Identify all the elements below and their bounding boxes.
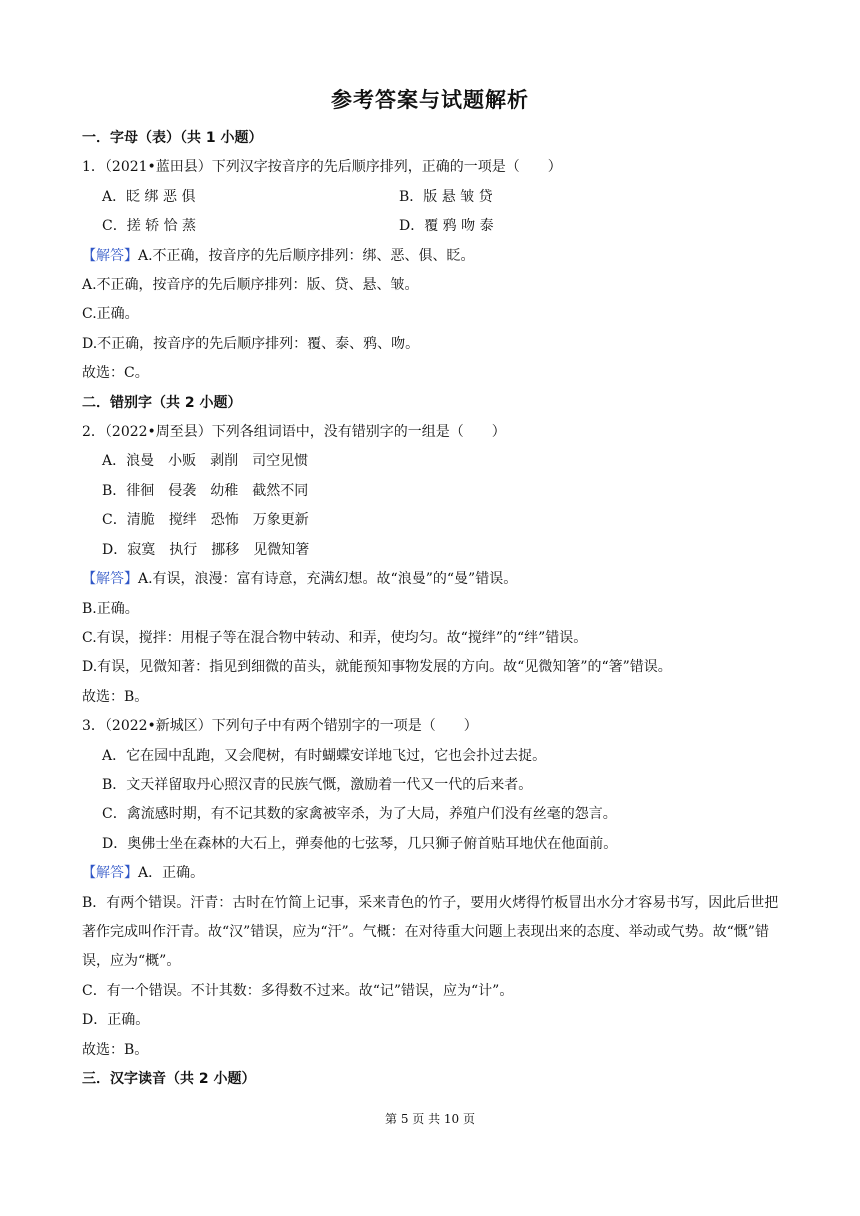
page-title: 参考答案与试题解析 [331, 88, 529, 112]
answer-tag: 【解答】 [82, 571, 138, 588]
question-2-option-a: A．浪曼 小贩 剥削 司空见惯 [102, 453, 309, 470]
section-heading-3: 三．汉字读音（共 2 小题） [82, 1071, 256, 1087]
question-2-answer-line-2: B.正确。 [82, 600, 139, 617]
content-body [82, 124, 782, 1094]
question-1-option-d: D．覆 鸦 吻 泰 [399, 218, 494, 235]
question-2-answer-line-1 [82, 565, 782, 594]
question-2-answer-line-5: 故选：B。 [82, 688, 149, 705]
question-1-answer-line-4: D.不正确，按音序的先后顺序排列：覆、泰、鸦、吻。 [82, 335, 420, 352]
question-3-option-a: A．它在园中乱跑，又会爬树，有时蝴蝶安详地飞过，它也会扑过去捉。 [102, 747, 547, 764]
question-1-option-b: B．版 悬 皱 贷 [399, 188, 493, 205]
answer-tag: 【解答】 [82, 247, 138, 264]
question-2-answer-line-4: D.有误，见微知著：指见到细微的苗头，就能预知事物发展的方向。故“见微知箸”的“箸”错误。 [82, 659, 672, 676]
question-3-stem: 3．（2022•新城区）下列句子中有两个错别字的一项是（ ） [82, 718, 478, 735]
answer-text: A.有误，浪漫：富有诗意，充满幻想。故“浪曼”的“曼”错误。 [138, 571, 518, 588]
question-2-stem: 2．（2022•周至县）下列各组词语中，没有错别字的一组是（ ） [82, 424, 506, 441]
question-1-stem: 1．（2021•蓝田县）下列汉字按音序的先后顺序排列，正确的一项是（ ） [82, 159, 562, 176]
question-1-option-a: A．眨 绑 恶 俱 [102, 188, 196, 205]
page-footer: 第 5 页 共 10 页 [385, 1112, 475, 1126]
question-3-answer-line-3: C．有一个错误。不计其数：多得数不过来。故“记”错误，应为“计”。 [82, 982, 514, 999]
question-2-answer-line-3: C.有误，搅拌：用棍子等在混合物中转动、和弄，使均匀。故“搅绊”的“绊”错误。 [82, 629, 588, 646]
question-1-answer-line-5: 故选：C。 [82, 365, 149, 382]
question-2-option-b: B．徘徊 侵袭 幼稚 截然不同 [102, 482, 309, 499]
question-1-answer-line-2: A.不正确，按音序的先后顺序排列：版、贷、悬、皱。 [82, 277, 419, 294]
question-3-answer-line-1 [82, 859, 782, 888]
question-2-option-c: C．清脆 搅绊 恐怖 万象更新 [102, 512, 309, 529]
answer-tag: 【解答】 [82, 865, 138, 882]
question-3-answer-line-5: 故选：B。 [82, 1041, 149, 1058]
section-heading-1: 一．字母（表）（共 1 小题） [82, 130, 263, 146]
question-1-answer-line-3: C.正确。 [82, 306, 139, 323]
question-1-options-row-1 [82, 183, 782, 212]
question-1-options-row-2 [82, 212, 782, 241]
answer-text: A．正确。 [138, 865, 205, 882]
question-3-answer-line-2: B．有两个错误。汗青：古时在竹简上记事，采来青色的竹子，要用火烤得竹板冒出水分才容易书写，因此后世把著作完成叫作汗青。故“汉”错误，应为“汗”。气概：在对待重大问题上表现出来的态度、举动或气势。故“慨”错误，应为“概”。 [82, 894, 779, 970]
question-1-answer-line-1 [82, 242, 782, 271]
question-3-option-c: C．禽流感时期，有不记其数的家禽被宰杀，为了大局，养殖户们没有丝毫的怨言。 [102, 806, 617, 823]
answer-text: A.不正确，按音序的先后顺序排列：绑、恶、俱、眨。 [138, 247, 475, 264]
question-3-answer-line-4: D．正确。 [82, 1012, 150, 1029]
question-3-option-b: B．文天祥留取丹心照汉青的民族气慨，激励着一代又一代的后来者。 [102, 776, 533, 793]
question-2-option-d: D．寂寞 执行 挪移 见微知箸 [102, 541, 310, 558]
question-3-option-d: D．奥佛士坐在森林的大石上，弹奏他的七弦琴，几只狮子俯首贴耳地伏在他面前。 [102, 835, 618, 852]
question-1-option-c: C．搓 轿 恰 蒸 [102, 218, 197, 235]
section-heading-2: 二．错别字（共 2 小题） [82, 394, 242, 411]
